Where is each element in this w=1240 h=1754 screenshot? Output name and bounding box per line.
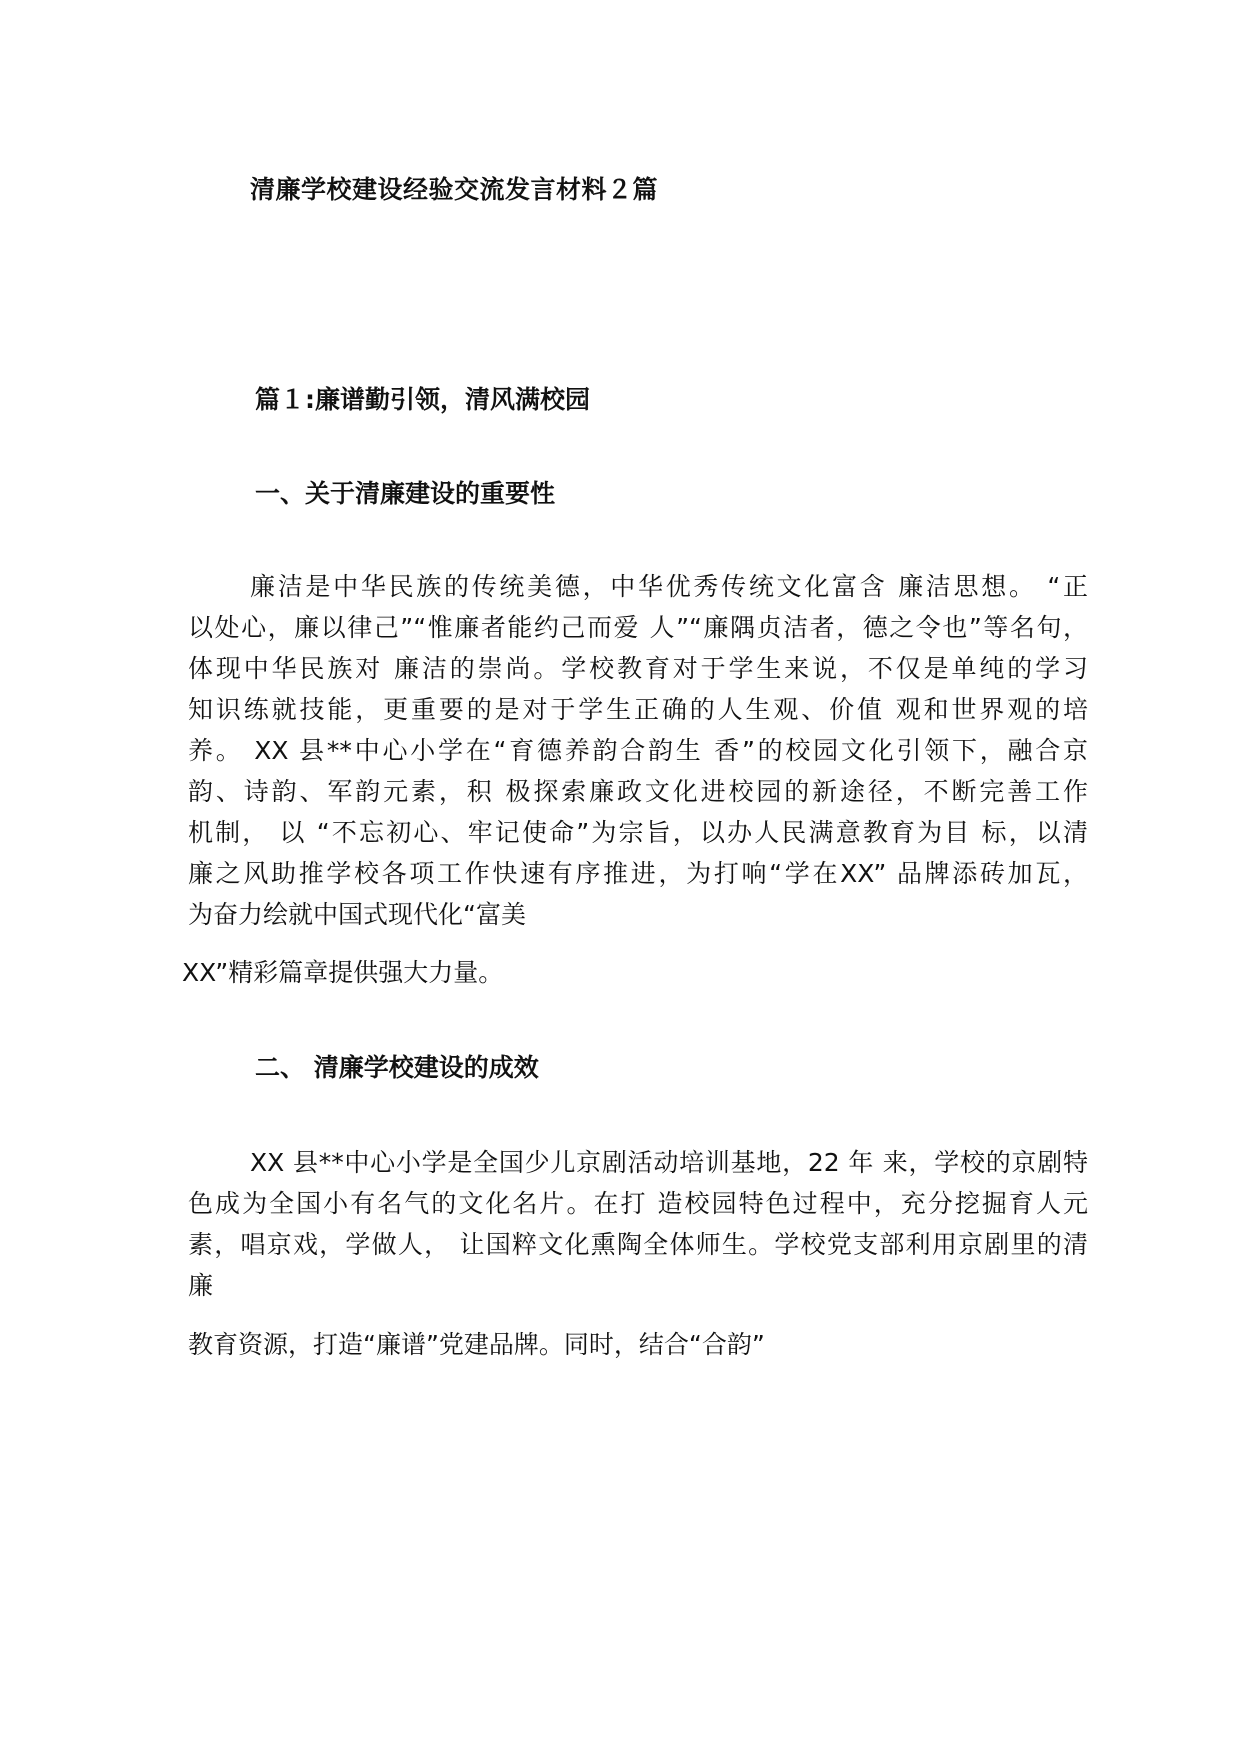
paragraph-line: 廉 (188, 1271, 214, 1300)
paragraph-line: XX”精彩篇章提供强大力量。 (182, 958, 504, 987)
paragraph-line: 养。 XX 县**中心小学在“育德养韵合韵生 香”的校园文化引领下，融合京 (188, 736, 1088, 765)
paragraph-line: 知识练就技能，更重要的是对于学生正确的人生观、价值 观和世界观的培 (188, 695, 1088, 724)
paragraph-line: 以处心，廉以律己”“惟廉者能约己而爱 人”“廉隅贞洁者，德之令也”等名句， (188, 613, 1088, 642)
paragraph-line: 机制， 以 “不忘初心、牢记使命”为宗旨，以办人民满意教育为目 标，以清 (188, 818, 1088, 847)
paragraph-line: 为奋力绘就中国式现代化“富美 (188, 900, 526, 929)
paragraph-line: 廉之风助推学校各项工作快速有序推进，为打响“学在XX” 品牌添砖加瓦， (188, 859, 1088, 888)
paragraph-line: 廉洁是中华民族的传统美德，中华优秀传统文化富含 廉洁思想。 “正 (250, 572, 1088, 601)
paragraph-line: 素，唱京戏，学做人， 让国粹文化熏陶全体师生。学校党支部利用京剧里的清 (188, 1230, 1088, 1259)
document-title: 清廉学校建设经验交流发言材料２篇 (250, 175, 659, 204)
paragraph-line: 色成为全国小有名气的文化名片。在打 造校园特色过程中，充分挖掘育人元 (188, 1189, 1088, 1218)
section-1-paragraph-tail (182, 952, 1082, 993)
paragraph-line: 韵、诗韵、军韵元素，积 极探索廉政文化进校园的新途径，不断完善工作 (188, 777, 1088, 806)
paragraph-line: 教育资源，打造“廉谱”党建品牌。同时，结合“合韵” (188, 1330, 765, 1359)
paragraph-line: 体现中华民族对 廉洁的崇尚。学校教育对于学生来说，不仅是单纯的学习 (188, 654, 1088, 683)
paragraph-line: XX 县**中心小学是全国少儿京剧活动培训基地，22 年 来，学校的京剧特 (250, 1148, 1088, 1177)
section-2-paragraph (188, 1142, 1088, 1306)
article-title: 篇１:廉谱勤引领，清风满校园 (255, 385, 590, 414)
section-1-paragraph (188, 566, 1088, 935)
section-heading-2: 二、 清廉学校建设的成效 (255, 1053, 539, 1082)
section-2-paragraph-tail (188, 1324, 1088, 1365)
section-heading-1: 一、关于清廉建设的重要性 (255, 479, 556, 508)
